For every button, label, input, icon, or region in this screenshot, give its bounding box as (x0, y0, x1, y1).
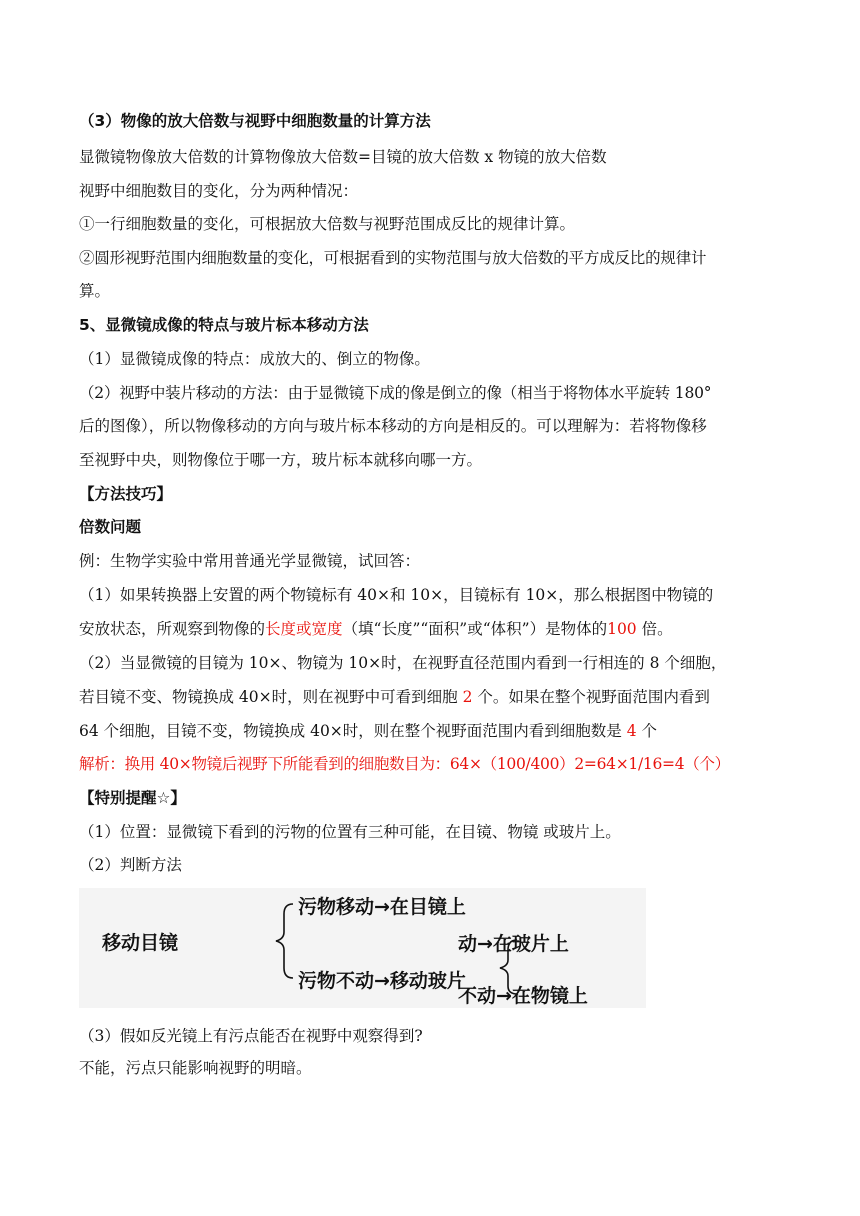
methods-example: 例：生物学实验中常用普通光学显微镜，试回答： (79, 552, 421, 570)
methods-heading: 【方法技巧】 (79, 485, 173, 503)
judgment-diagram (79, 888, 646, 1008)
section5-point1: （1）显微镜成像的特点：成放大的、倒立的物像。 (79, 350, 430, 368)
reminder-point2: （2）判断方法 (79, 856, 182, 874)
diagram-leaf2: 不动→在物镜上 (458, 985, 588, 1007)
diagram-branch1: 污物移动→在目镜上 (298, 896, 466, 918)
reminder-point3: （3）假如反光镜上有污点能否在视野中观察得到? (79, 1027, 423, 1045)
question2-text-pre: 若目镜不变、物镜换成 40×时，则在视野中可看到细胞 (79, 688, 463, 706)
answer-4: 4 (626, 722, 637, 740)
question1-text-post: 倍。 (636, 620, 673, 638)
question2-line3-pre: 64 个细胞，目镜不变，物镜换成 40×时，则在整个视野面范围内看到细胞数是 (79, 722, 627, 740)
answer-100: 100 (607, 620, 637, 638)
section5-point2c: 至视野中央，则物像位于哪一方，玻片标本就移向哪一方。 (79, 451, 483, 469)
question1-line2 (79, 618, 673, 640)
answer-2: 2 (462, 688, 473, 706)
section5-heading: 5、显微镜成像的特点与玻片标本移动方法 (79, 316, 369, 334)
question2-line3 (79, 720, 657, 742)
diagram-root: 移动目镜 (102, 932, 179, 954)
section3-line4a: ②圆形视野范围内细胞数量的变化，可根据看到的实物范围与放大倍数的平方成反比的规律计 (79, 249, 707, 267)
reminder-heading: 【特别提醒☆】 (79, 789, 186, 807)
diagram-branch2: 污物不动→移动玻片 (298, 970, 466, 992)
section3-line2: 视野中细胞数目的变化，分为两种情况： (79, 182, 359, 200)
question2-line3-post: 个 (636, 722, 658, 740)
brace-1 (276, 904, 293, 978)
question1-line1: （1）如果转换器上安置的两个物镜标有 40×和 10×，目镜标有 10×，那么根据图中物镜的 (79, 586, 714, 604)
reminder-point4: 不能，污点只能影响视野的明暗。 (79, 1059, 312, 1077)
question2-line1: （2）当显微镜的目镜为 10×、物镜为 10×时，在视野直径范围内看到一行相连的 8 个细胞， (79, 654, 727, 672)
methods-subheading: 倍数问题 (79, 518, 142, 536)
section3-line1: 显微镜物像放大倍数的计算物像放大倍数=目镜的放大倍数 x 物镜的放大倍数 (79, 148, 607, 166)
analysis-text: 解析：换用 40×物镜后视野下所能看到的细胞数目为：64×（100/400）2=64×1/16=4（个） (79, 755, 730, 773)
question1-text-pre: 安放状态，所观察到物像的 (79, 620, 266, 638)
section5-point2a: （2）视野中装片移动的方法：由于显微镜下成的像是倒立的像（相当于将物体水平旋转 180° (79, 384, 712, 402)
question1-text-mid: （填“长度”“面积”或“体积”）是物体的 (342, 620, 608, 638)
answer-length-or-width: 长度或宽度 (265, 620, 343, 638)
question2-line2 (79, 686, 710, 708)
section3-heading: （3）物像的放大倍数与视野中细胞数量的计算方法 (79, 112, 431, 130)
section3-line3: ①一行细胞数量的变化，可根据放大倍数与视野范围成反比的规律计算。 (79, 215, 576, 233)
reminder-point1: （1）位置：显微镜下看到的污物的位置有三种可能，在目镜、物镜 或玻片上。 (79, 823, 621, 841)
section5-point2b: 后的图像），所以物像移动的方向与玻片标本移动的方向是相反的。可以理解为：若将物像移 (79, 417, 707, 435)
diagram-leaf1: 动→在玻片上 (458, 933, 569, 955)
section3-line4b: 算。 (79, 282, 111, 300)
question2-text-post: 个。如果在整个视野面范围内看到 (472, 688, 710, 706)
